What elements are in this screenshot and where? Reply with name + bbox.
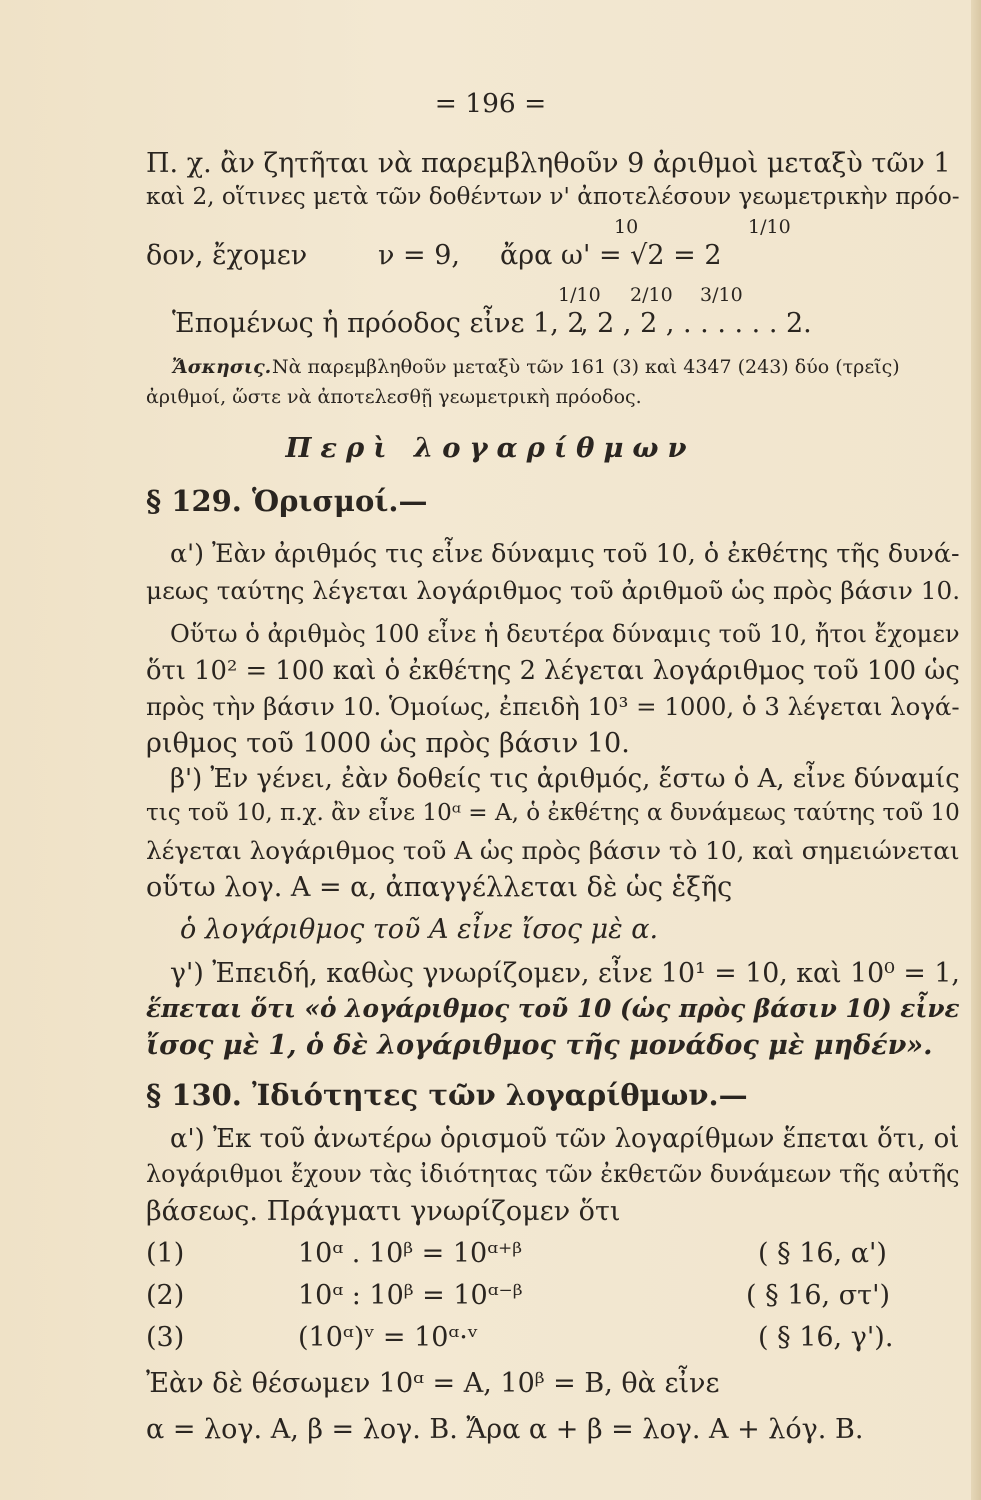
intro-line-4-left: Ἑπομένως ἡ πρόοδος εἶνε 1, 2 (172, 308, 585, 339)
s129-c-line-3: ἴσος μὲ 1, ὁ δὲ λογάριθμος τῆς μονάδος μὲ μηδέν». (146, 1030, 933, 1061)
formula-2-number: (2) (146, 1280, 185, 1311)
s129-b-line-1: β') Ἐν γένει, ἐὰν δοθείς τις ἀριθμός, ἔστω ὁ Α, εἶνε δύναμίς (170, 764, 960, 794)
s129-a-line-1: α') Ἐὰν ἀριθμός τις εἶνε δύναμις τοῦ 10, ὁ ἐκθέτης τῆς δυνά- (170, 538, 960, 568)
exercise-label: Ἄσκησις. (172, 356, 272, 378)
formula-1-number: (1) (146, 1238, 185, 1269)
intro-line-3-right: ἄρα ω' = √2 = 2 (500, 240, 722, 271)
s129-example-line-2: ὅτι 10² = 100 καὶ ὁ ἐκθέτης 2 λέγεται λογάριθμος τοῦ 100 ὡς (146, 656, 960, 686)
s129-c-line-2: ἕπεται ὅτι «ὁ λογάριθμος τοῦ 10 (ὡς πρὸς βάσιν 10) εἶνε (146, 994, 960, 1023)
exercise-line-2: ἀριθμοί, ὥστε νὰ ἀποτελεσθῇ γεωμετρικὴ πρόοδος. (146, 386, 642, 408)
s129-example-line-1: Οὕτω ὁ ἀριθμὸς 100 εἶνε ἡ δευτέρα δύναμις τοῦ 10, ἤτοι ἔχομεν (170, 620, 960, 648)
s129-c-line-1: γ') Ἐπειδή, καθὼς γνωρίζομεν, εἶνε 10¹ = 10, καὶ 10⁰ = 1, (170, 958, 960, 989)
section-130-heading: § 130. Ἰδιότητες τῶν λογαρίθμων.— (146, 1078, 748, 1112)
s130-after-line-1: Ἐὰν δὲ θέσωμεν 10ᵅ = Α, 10ᵝ = Β, θὰ εἶνε (146, 1368, 720, 1399)
formula-3-expression: (10ᵅ)ᵛ = 10ᵅ·ᵛ (298, 1322, 478, 1353)
exponent-2: 2/10 (630, 284, 673, 306)
exponent-fraction: 1/10 (748, 216, 791, 238)
formula-1-reference: ( § 16, α') (758, 1238, 887, 1269)
s129-a-line-2: μεως ταύτης λέγεται λογάριθμος τοῦ ἀριθμοῦ ὡς πρὸς βάσιν 10. (146, 576, 961, 605)
s129-example-line-4: ριθμος τοῦ 1000 ὡς πρὸς βάσιν 10. (146, 728, 630, 759)
intro-line-3-left: δον, ἔχομεν (146, 240, 308, 271)
s130-a-line-1: α') Ἐκ τοῦ ἀνωτέρω ὁρισμοῦ τῶν λογαρίθμων ἕπεται ὅτι, οἱ (170, 1124, 960, 1154)
formula-3-reference: ( § 16, γ'). (758, 1322, 894, 1353)
formula-2-expression: 10ᵅ : 10ᵝ = 10ᵅ⁻ᵝ (298, 1280, 523, 1311)
s130-a-line-3: βάσεως. Πράγματι γνωρίζομεν ὅτι (146, 1196, 621, 1227)
root-index: 10 (614, 216, 639, 238)
chapter-title: Περὶ λογαρίθμων (285, 432, 696, 464)
s130-after-line-2: α = λογ. Α, β = λογ. Β. Ἄρα α + β = λογ. Α + λόγ. Β. (146, 1414, 864, 1445)
s129-b-line-4: οὕτω λογ. Α = α, ἀπαγγέλλεται δὲ ὡς ἑξῆς (146, 872, 733, 903)
intro-line-4-terms: , 2 , 2 , . . . . . . 2. (580, 308, 812, 339)
section-129-heading: § 129. Ὁρισμοί.— (146, 484, 428, 518)
s129-b-line-2: τις τοῦ 10, π.χ. ἂν εἶνε 10ᵅ = Α, ὁ ἐκθέτης α δυνάμεως ταύτης τοῦ 10 (146, 800, 960, 826)
exponent-3: 3/10 (700, 284, 743, 306)
intro-line-1: Π. χ. ἂν ζητῆται νὰ παρεμβληθοῦν 9 ἀριθμοὶ μεταξὺ τῶν 1 (146, 148, 951, 179)
s129-example-line-3: πρὸς τὴν βάσιν 10. Ὁμοίως, ἐπειδὴ 10³ = 1000, ὁ 3 λέγεται λογά- (146, 692, 960, 721)
s130-a-line-2: λογάριθμοι ἔχουν τὰς ἰδιότητας τῶν ἐκθετῶν δυνάμεων τῆς αὐτῆς (146, 1160, 960, 1188)
page-number: = 196 = (434, 88, 547, 119)
exponent-1: 1/10 (558, 284, 601, 306)
intro-line-3-mid: ν = 9, (378, 240, 460, 271)
intro-line-2: καὶ 2, οἵτινες μετὰ τῶν δοθέντων ν' ἀποτελέσουν γεωμετρικὴν πρόο- (146, 184, 960, 210)
formula-1-expression: 10ᵅ . 10ᵝ = 10ᵅ⁺ᵝ (298, 1238, 523, 1269)
exercise-line-1: Νὰ παρεμβληθοῦν μεταξὺ τῶν 161 (3) καὶ 4347 (243) δύο (τρεῖς) (272, 356, 900, 378)
s129-b-line-3: λέγεται λογάριθμος τοῦ Α ὡς πρὸς βάσιν τὸ 10, καὶ σημειώνεται (146, 836, 960, 865)
formula-2-reference: ( § 16, στ') (746, 1280, 891, 1311)
page-edge (971, 0, 981, 1500)
formula-3-number: (3) (146, 1322, 185, 1353)
s129-b-quote: ὁ λογάριθμος τοῦ Α εἶνε ἴσος μὲ α. (180, 914, 659, 945)
